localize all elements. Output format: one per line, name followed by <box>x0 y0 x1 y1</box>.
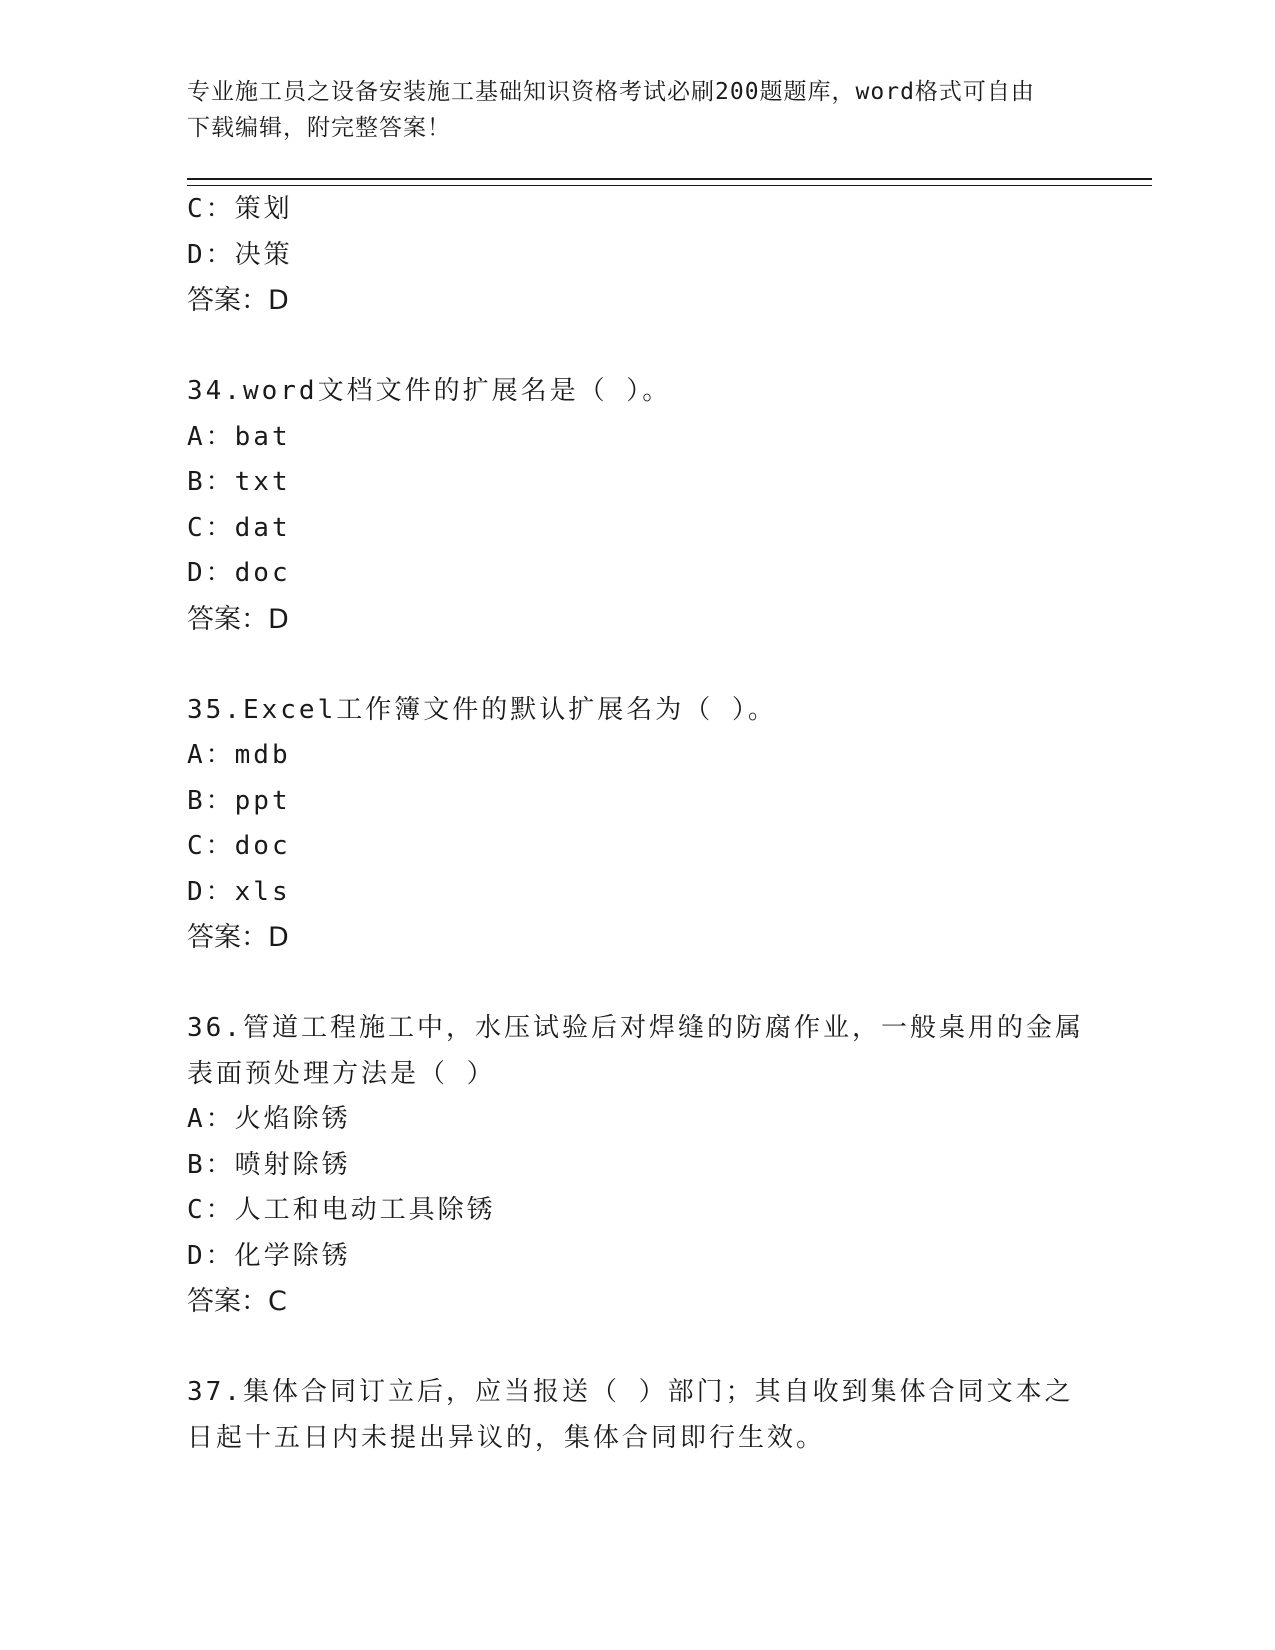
question-34 <box>187 369 1087 642</box>
document-page <box>187 0 1152 1650</box>
document-header <box>187 74 1087 146</box>
option-a: A：mdb <box>187 740 291 770</box>
question-stem-line-2: 表面预处理方法是（ ） <box>187 1058 496 1089</box>
option-a: A：bat <box>187 421 291 452</box>
option-c: C：策划 <box>187 194 293 224</box>
question-35 <box>187 688 1087 961</box>
spacer <box>187 642 1087 688</box>
header-line-1: 专业施工员之设备安装施工基础知识资格考试必刷200题题库，word格式可自由 <box>187 79 1035 105</box>
option-a: A：火焰除锈 <box>187 1104 351 1134</box>
spacer <box>187 961 1087 1007</box>
question-36 <box>187 1006 1087 1325</box>
option-d: D：化学除锈 <box>187 1240 351 1271</box>
question-list <box>187 187 1087 1461</box>
option-c: C：人工和电动工具除锈 <box>187 1195 496 1225</box>
header-divider <box>187 178 1152 186</box>
question-33 <box>187 187 1087 324</box>
option-d: D：xls <box>187 876 291 907</box>
question-stem-line-1: 37.集体合同订立后，应当报送（ ）部门；其自收到集体合同文本之 <box>187 1377 1074 1407</box>
question-stem: 35.Excel工作簿文件的默认扩展名为（ ）。 <box>187 694 777 725</box>
answer: 答案：D <box>187 603 289 635</box>
answer: 答案：C <box>187 1286 287 1317</box>
question-stem-line-1: 36.管道工程施工中，水压试验后对焊缝的防腐作业，一般桌用的金属 <box>187 1013 1084 1043</box>
option-b: B：喷射除锈 <box>187 1149 351 1180</box>
question-stem: 34.word文档文件的扩展名是（ ）。 <box>187 376 672 406</box>
option-c: C：dat <box>187 512 291 543</box>
spacer <box>187 1325 1087 1371</box>
spacer <box>187 324 1087 370</box>
question-37 <box>187 1370 1087 1461</box>
answer: 答案：D <box>187 285 289 316</box>
header-line-2: 下载编辑，附完整答案！ <box>187 115 451 141</box>
option-d: D：决策 <box>187 239 293 270</box>
question-stem-line-2: 日起十五日内未提出异议的，集体合同即行生效。 <box>187 1422 826 1453</box>
option-b: B：txt <box>187 467 291 497</box>
option-d: D：doc <box>187 558 291 588</box>
answer: 答案：D <box>187 922 289 953</box>
option-b: B：ppt <box>187 785 291 816</box>
option-c: C：doc <box>187 831 291 861</box>
